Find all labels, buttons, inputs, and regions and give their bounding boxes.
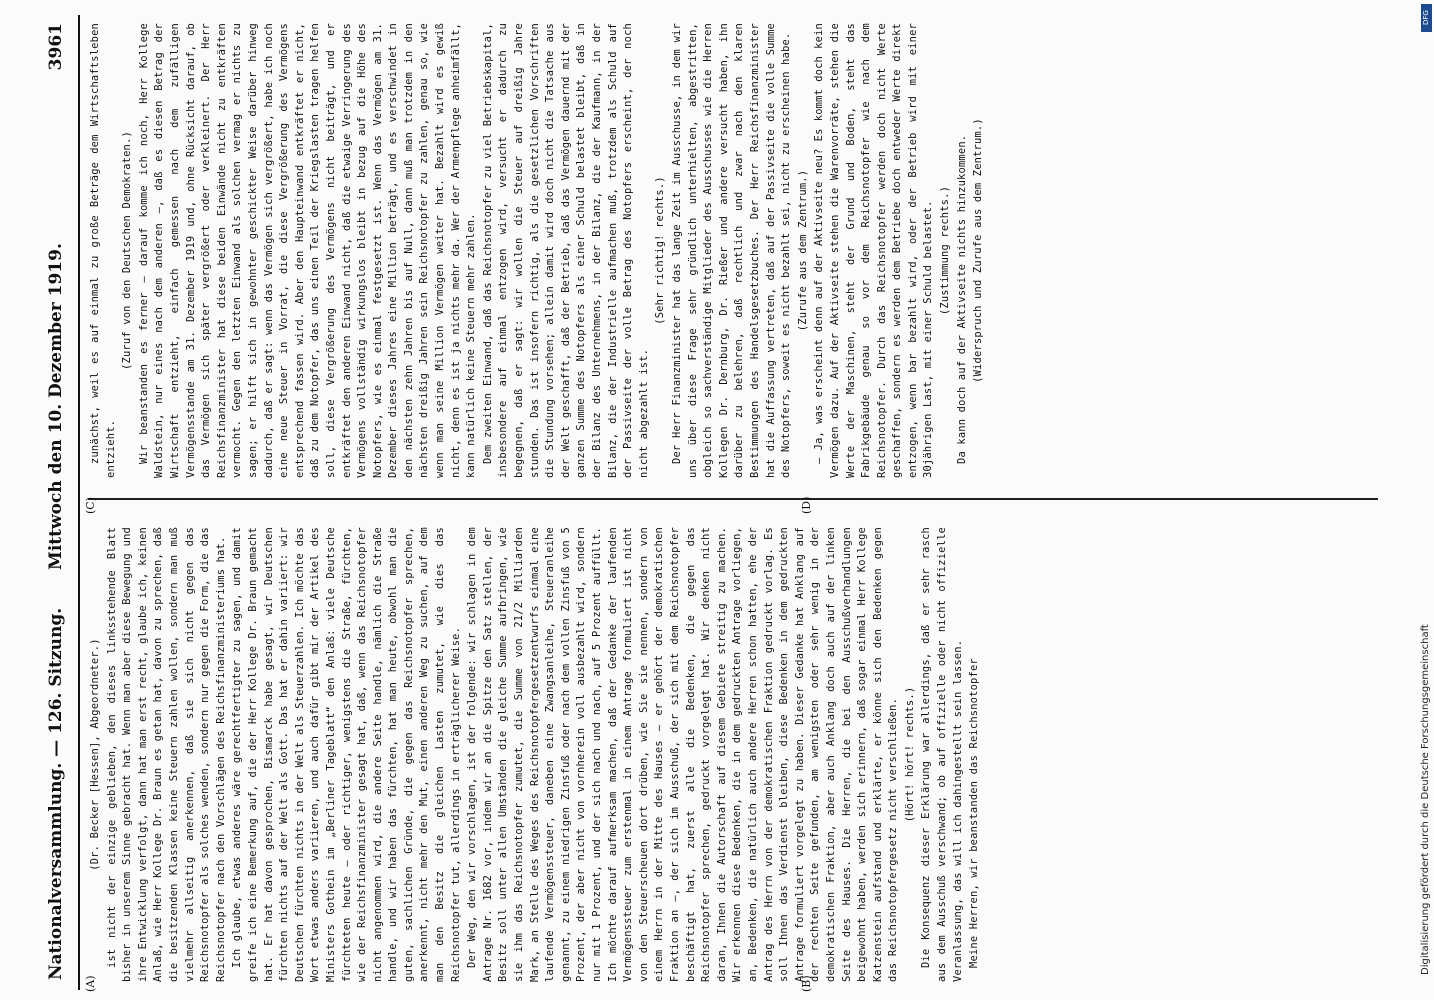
paragraph: (Zustimmung rechts.): [939, 185, 952, 316]
paragraph: zunächst, weil es auf einmal zu große Beträge dem Wirtschaftsleben entzieht.: [89, 23, 117, 478]
header-date: Mittwoch den 10. Dezember 1919.: [46, 243, 66, 570]
paragraph: (Widerspruch und Zurufe aus dem Zentrum.): [972, 118, 985, 383]
digitization-note: [1419, 95, 1433, 975]
margin-mark-c: (C): [84, 497, 97, 514]
paragraph: (Zuruf von den Deutschen Demokraten.): [121, 131, 134, 370]
paragraph: Der Herr Finanzminister hat das lange Zeit im Ausschusse, in dem wir uns über diese Frage sehr gründlich unterhielten, abgestritten, obgleich so sachverständige Mitglieder des Ausschusses wie die Herren Kollegen Dr. Dernburg, Dr. Rießer und andere versucht haben, ihn darüber zu belehren, daß rechtlich und zwar nach den klaren Bestimmungen des Handelsgesetzbuches. Der Herr Reichsfinanzminister hat die Auffassung vertreten, daß auf der Passivseite die volle Summe des Notopfers, soweit es nicht bezahlt sei, nicht zu erscheinen habe.: [670, 23, 793, 478]
paragraph: ist nicht der einzige geblieben, den dieses linksstehende Blatt bisher in unserem Sinne gebracht hat. Wenn man aber diese Bewegung und ihre Entwicklung verfolgt, dann hat man erst recht, glaube ich, keinen Anlaß, wie Herr Kollege Dr. Braun es getan hat, davon zu sprechen, daß die besitzenden Klassen keine Steuern zahlen wollen, sondern man muß vielmehr allseitig anerkennen, daß sie sich nicht gegen das Reichsnotopfer als solches wenden, sondern nur gegen die Form, die das Reichsnotopfer nach den Vorschlägen des Reichsfinanzministeriums hat.: [105, 527, 227, 982]
paragraph: (Zurufe aus dem Zentrum.): [796, 169, 809, 332]
paragraph: Meine Herren, wir beanstanden das Reichsnotopfer: [968, 658, 981, 968]
header-rule: [78, 15, 80, 990]
margin-mark-d: (D): [800, 496, 813, 514]
dfg-logo: DFG: [1421, 4, 1432, 32]
paragraph: Dem zweiten Einwand, daß das Reichsnotopfer zu viel Betriebskapital, insbesondere auf einmal entzogen wird, versucht er dadurch zu begegnen, daß er sagt: wir wollen die Steuer auf dreißig Jahre stunden. Das ist insofern richtig, als die gesetzlichen Vorschriften die Stundung vorsehen; allein damit wird doch nicht die Tatsache aus der Welt geschafft, daß der Betrieb, daß das Vermögen dauernd mit der ganzen Summe des Notopfers als einer Schuld belastet bleibt, daß in der Bilanz des Unternehmens, in der Bilanz, die der Kaufmann, in der Bilanz, die der Industrielle aufmachen muß, trotzdem als Schuld auf der Passivseite der volle Betrag des Notopfers erscheint, der noch nicht abgezahlt ist.: [481, 23, 650, 478]
paragraph: Wir beanstanden es ferner — darauf komme ich noch, Herr Kollege Waldstein, nur eines nach dem anderen —, daß es diesen Betrag der Wirtschaft entzieht, einfach gemessen nach dem zufälligen Vermögensstande am 31. Dezember 1919 und, ohne Rücksicht darauf, ob das Vermögen sich später vergrößert oder verkleinert. Der Herr Reichsfinanzminister hat diese beiden Einwände nicht zu entkräften vermocht. Gegen den letzten Einwand als solchen vermag er nichts zu sagen; er hilft sich in gewohnter geschickter Weise darüber hinweg dadurch, daß er sagt: wenn das Vermögen sich vergrößert, habe ich noch eine neue Steuer in Vorrat, die diese Vergrößerung des Vermögens entsprechend fassen wird. Aber den Haupteinwand entkräftet er nicht, daß zu dem Notopfer, das uns einen Teil der Kriegslasten tragen helfen soll, diese Vergrößerung des Vermögens nicht beiträgt, und er entkräftet den anderen Einwand nicht, daß die etwaige Verringerung des Vermögens vollständig wirkungslos bleibt in bezug auf die Höhe des Notopfers, wie es einmal festgesetzt ist. Wenn das Vermögen am 31. Dezember dieses Jahres eine Million beträgt, und es verschwindet in den nächsten zehn Jahren bis auf Null, dann muß man trotzdem in den nächsten dreißig Jahren sein Reichsnotopfer zu zahlen, genau so, wie wenn man seine Million Vermögen weiter hat. Bezahlt wird es gewiß nicht, denn es ist ja nichts mehr da. Wer der Armenpflege anheimfällt, kann natürlich keine Steuern mehr zahlen.: [137, 23, 478, 478]
margin-mark-b: (B): [800, 975, 813, 992]
paragraph: — Ja, was erscheint denn auf der Aktivseite neu? Es kommt doch kein Vermögen dazu. Auf der Aktivseite stehen die Warenvorräte, stehen die Werte der Maschinen, steht der Grund und Boden, steht das Fabrikgebäude genau so vor dem Reichsnotopfer wie nach dem Reichsnotopfer. Durch das Reichsnotopfer werden doch nicht Werte geschaffen, sondern es werden dem Betriebe doch entweder Werte direkt entzogen, wenn bar bezahlt wird, oder der Betrieb wird mit einer 30jährigen Last, mit einer Schuld belastet.: [813, 23, 935, 478]
paragraph: Der Weg, den wir vorschlagen, ist der folgende: wir schlagen in dem Antrage Nr. 1682 vor, indem wir an die Spitze den Satz stellen, der Besitz soll unter allen Umständen die gleiche Summe aufbringen, wie sie ihm das Reichsnotopfer zumutet, die Summe von 21/2 Milliarden Mark, an Stelle des Weges des Reichsnotopfergesetzentwurfs einmal eine laufende Vermögenssteuer, daneben eine Zwangsanleihe, Steueranleihe genannt, zu einem niedrigen Zinsfuß oder nach dem vollen Zinsfuß von 5 Prozent, der aber nicht von vornherein voll ausbezahlt wird, sondern nur mit 1 Prozent, und der sich nach und nach, auf 5 Prozent auffüllt. Ich möchte darauf aufmerksam machen, daß der Gedanke der laufenden Vermögenssteuer zum erstenmal in einem Antrage formuliert ist nicht von den Steuerscheuen dort drüben, wie Sie sie nennen, sondern von einem Herrn in der Mitte des Hauses — er gehört der demokratischen Fraktion an —, der sich im Ausschuß, der sich mit dem Reichsnotopfer beschäftigt hat, zuerst alle die Bedenken, die gegen das Reichsnotopfer sprechen, gedruckt vorgelegt hat. Wir denken nicht daran, Ihnen die Autorschaft auf diesem Gebiete streitig zu machen. Wir erkennen diese Bedenken, die in dem gedruckten Antrage vorliegen, an, Bedenken, die natürlich auch andere Herren schon hatten, ehe der Antrag des Herrn von der demokratischen Fraktion gedruckt vorlag. Es soll Ihnen das Verdienst bleiben, diese Bedenken in dem gedruckten Antrage formuliert vorgelegt zu haben. Dieser Gedanke hat Anklang auf der rechten Seite gefunden, am wenigsten oder sehr wenig in der demokratischen Fraktion, aber auch Anklang doch auch auf der linken Seite des Hauses. Die Herren, die bei den Ausschußverhandlungen beigewohnt haben, werden sich erinnern, daß sogar einmal Herr Kollege Katzenstein aufstand und erklärte, er könne sich den Bedenken gegen das Reichsnotopfergesetz nicht verschließen.: [466, 527, 900, 982]
digitization-note-text: Digitalisierung gefördert durch die Deutsche Forschungsgemeinschaft: [1420, 624, 1431, 975]
paragraph: Da kann doch auf der Aktivseite nichts hinzukommen.: [955, 134, 968, 464]
rotated-page: [40, 15, 1385, 990]
left-column: [88, 527, 1378, 982]
paragraph: (Hört! hört! rechts.): [903, 686, 916, 823]
right-column: [88, 23, 1378, 478]
paragraph: (Sehr richtig! rechts.): [654, 176, 667, 325]
column-divider: [88, 499, 1378, 501]
margin-mark-a: (A): [84, 975, 97, 992]
page-number: 3961: [46, 23, 66, 71]
paragraph: Die Konsequenz dieser Erklärung war allerdings, daß er sehr rasch aus dem Ausschuß verschwand; ob auf offizielle oder nicht offizielle Veranlassung, das will ich dahingestellt sein lassen.: [920, 527, 964, 982]
header-left: Nationalversammlung. — 126. Sitzung.: [46, 607, 66, 980]
paragraph: Ich glaube, etwas anderes wäre gerechtfertigter zu sagen, und damit greife ich eine Bemerkung auf, die der Herr Kollege Dr. Braun gemacht hat. Er hat davon gesprochen, Bismarck habe gesagt, wir Deutschen fürchten nichts auf der Welt als Gott. Das hat er dahin variiert: wir Deutschen fürchten nichts in der Welt als Steuerzahlen. Ich möchte das Wort etwas anders variieren, und auch dafür gibt mir der Artikel des Ministers Gothein im „Berliner Tageblatt“ den Anlaß: viele Deutsche fürchteten heute — oder richtiger, wenigstens die Straße, fürchten, wie der Reichsfinanzminister gesagt hat, daß, wenn das Reichsnotopfer nicht angenommen wird, die andere Seite handle, nämlich die Straße handle, und wir haben das fürchten, hat man heute, obwohl man die guten, sachlichen Gründe, die gegen das Reichsnotopfer sprechen, anerkennt, nicht mehr den Mut, einen anderen Weg zu suchen, auf dem man den Besitz die gleichen Lasten zumutet, wie dies das Reichsnotopfer tut, allerdings in erträglicherer Weise.: [231, 527, 462, 982]
running-header: [40, 15, 76, 990]
paragraph: (Dr. Becker [Hessen], Abgeordneter.): [89, 638, 101, 871]
